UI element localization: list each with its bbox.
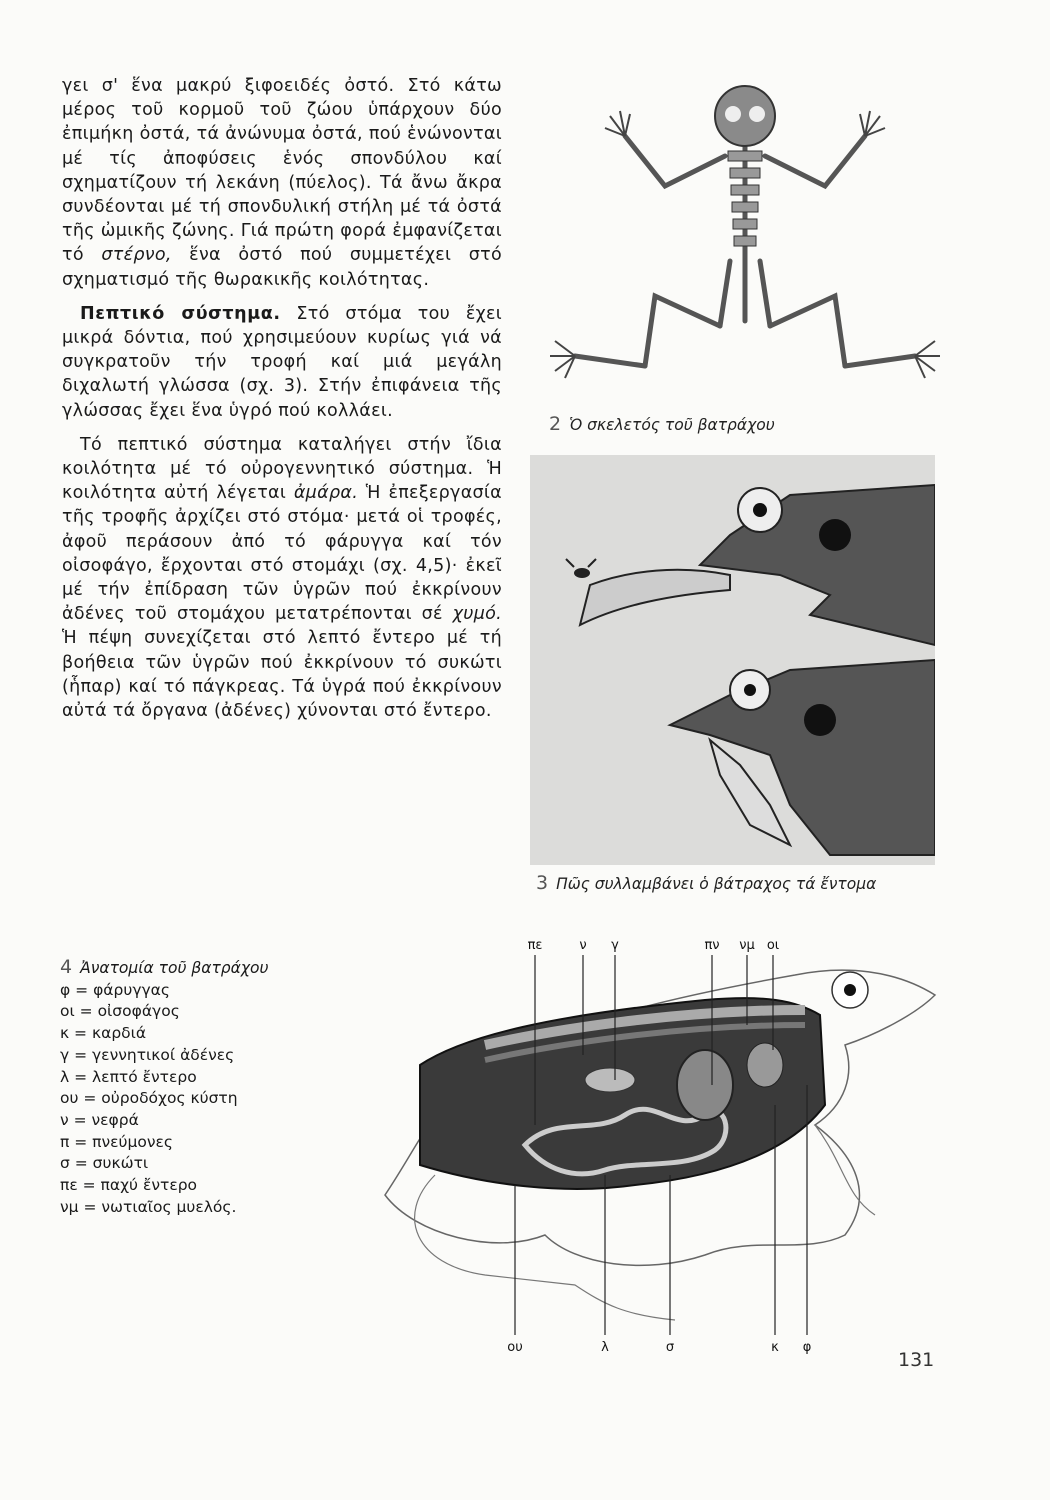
- figure-number: 2: [549, 413, 562, 435]
- figure-2-caption: 2 Ὁ σκελετός τοῦ βατράχου: [549, 413, 775, 435]
- frog-catching-insect-illustration: [530, 455, 935, 865]
- anatomy-label-top: γ: [611, 938, 619, 953]
- legend-item: κ = καρδιά: [60, 1024, 147, 1043]
- anatomy-label-top: ν: [579, 938, 587, 953]
- paragraph-cloaca: Τό πεπτικό σύστημα καταλήγει στήν ἴδια κοιλότητα μέ τό οὐρογεννητικό σύστημα. Ἡ κοιλότητα αὐτή λέγεται ἀμάρα. Ἡ ἐπεξεργασία τῆς τροφῆς ἀρχίζει στό στόμα· μετά οἱ τροφές, ἀφοῦ περάσουν ἀπό τό φάρυγγα καί τόν οἰσοφάγο, ἔρχονται στό στομάχι (σχ. 4,5)· ἐκεῖ μέ τήν ἐπίδραση τῶν ὑγρῶν πού ἐκκρίνουν ἀδένες τοῦ στομάχου μετατρέπονται σέ χυμό. Ἡ πέψη συνεχίζεται στό λεπτό ἔντερο μέ τή βοήθεια τῶν ὑγρῶν πού ἐκκρίνουν τό συκώτι (ἧπαρ) καί τό πάγκρεας. Τά ὑγρά πού ἐκκρίνουν αὐτά τά ὄργανα (ἀδένες) χύνονται στό ἔντερο.: [62, 434, 502, 722]
- legend-item: λ = λεπτό ἔντερο: [60, 1067, 197, 1086]
- main-text-column: [62, 74, 502, 733]
- figure-4-title: 4 Ἀνατομία τοῦ βατράχου: [60, 956, 269, 978]
- figure-4-legend: [60, 957, 320, 1218]
- figure-number: 4: [60, 956, 73, 978]
- legend-item: οι = οἰσοφάγος: [60, 1002, 180, 1021]
- anatomy-label-top: πε: [527, 938, 543, 953]
- anatomy-label-bottom: σ: [665, 1340, 675, 1355]
- legend-item: γ = γεννητικοί ἀδένες: [60, 1045, 235, 1064]
- anatomy-label-top: νμ: [739, 938, 755, 953]
- legend-item: νμ = νωτιαῖος μυελός.: [60, 1197, 237, 1216]
- legend-item: σ = συκώτι: [60, 1154, 149, 1173]
- legend-item: π = πνεύμονες: [60, 1132, 173, 1151]
- legend-list: [60, 980, 320, 1219]
- legend-item: πε = παχύ ἔντερο: [60, 1176, 198, 1195]
- legend-item: ου = οὐροδόχος κύστη: [60, 1089, 238, 1108]
- frog-anatomy-illustration: [375, 935, 955, 1355]
- paragraph-skeleton: γει σ' ἕνα μακρύ ξιφοειδές ὀστό. Στό κάτω μέρος τοῦ κορμοῦ τοῦ ζώου ὑπάρχουν δύο ἐπιμήκη ὀστά, τά ἀνώνυμα ὀστά, πού ἑνώνονται μέ τίς ἀποφύσεις ἑνός σπονδύλου καί σχηματίζουν τή λεκάνη (πύελος). Τά ἄνω ἄκρα συνδέονται μέ τή σπονδυλική στήλη μέ τά ὀστά τῆς ὠμικῆς ζώνης. Γιά πρώτη φορά ἐμφανίζεται τό στέρνο, ἕνα ὀστό πού συμμετέχει στό σχηματισμό τῆς θωρακικῆς κοιλότητας.: [62, 76, 502, 290]
- paragraph-digestive: Πεπτικό σύστημα. Στό στόμα του ἔχει μικρά δόντια, πού χρησιμεύουν κυρίως γιά νά συγκρατοῦν τήν τροφή καί μιά μεγάλη διχαλωτή γλώσσα (σχ. 3). Στήν ἐπιφάνεια τῆς γλώσσας ἔχει ἕνα ὑγρό πού κολλάει.: [62, 303, 502, 421]
- figure-number: 3: [536, 872, 549, 894]
- page-number: 131: [898, 1349, 935, 1371]
- anatomy-label-bottom: ου: [507, 1340, 523, 1355]
- anatomy-label-bottom: φ: [802, 1340, 812, 1355]
- figure-3-caption: 3 Πῶς συλλαμβάνει ὁ βάτραχος τά ἔντομα: [536, 872, 877, 894]
- legend-item: φ = φάρυγγας: [60, 980, 170, 999]
- anatomy-label-bottom: κ: [771, 1340, 779, 1355]
- anatomy-label-top: οι: [766, 938, 780, 953]
- legend-item: ν = νεφρά: [60, 1110, 139, 1129]
- frog-skeleton-illustration: [545, 76, 965, 396]
- anatomy-label-top: πν: [704, 938, 720, 953]
- section-heading: Πεπτικό σύστημα.: [80, 303, 281, 324]
- anatomy-label-bottom: λ: [601, 1340, 609, 1355]
